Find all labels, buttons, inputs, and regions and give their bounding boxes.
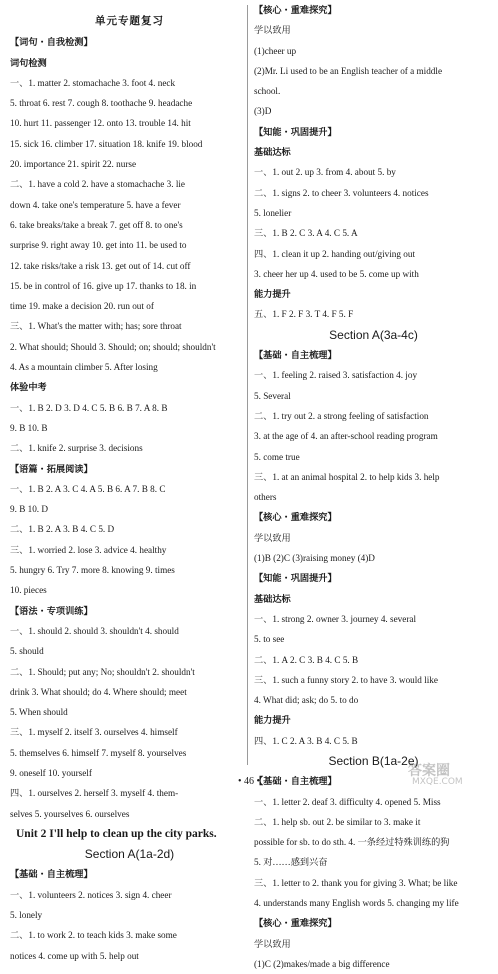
left-line: 20. importance 21. spirit 22. nurse <box>10 159 137 170</box>
left-line: 【词句・自我检测】 <box>10 37 93 48</box>
right-line: 【核心・重难探究】 <box>254 918 337 929</box>
right-line: others <box>254 492 277 503</box>
watermark-sub: MXQE.COM <box>412 777 463 787</box>
watermark-logo <box>408 758 492 792</box>
left-line: 10. hurt 11. passenger 12. onto 13. trouble 14. hit <box>10 118 191 129</box>
left-column <box>10 12 249 966</box>
left-line: 9. B 10. D <box>10 504 49 515</box>
left-line: 一、1. B 2. D 3. D 4. C 5. B 6. B 7. A 8. B <box>10 402 168 413</box>
right-line: 5. to see <box>254 634 285 645</box>
left-line: 5. themselves 6. himself 7. myself 8. yourselves <box>10 747 187 758</box>
left-line: 9. oneself 10. yourself <box>10 767 92 778</box>
right-line: 四、1. C 2. A 3. B 4. C 5. B <box>254 735 358 746</box>
left-line: 5. throat 6. rest 7. cough 8. toothache 9. headache <box>10 98 193 109</box>
right-line: 学以致用 <box>254 532 291 543</box>
left-line: 词句检测 <box>10 57 47 68</box>
right-line: 基础达标 <box>254 147 291 158</box>
left-line: 二、1. have a cold 2. have a stomachache 3. lie <box>10 179 186 190</box>
right-line: 三、1. B 2. C 3. A 4. C 5. A <box>254 228 358 239</box>
left-line: 5. should <box>10 646 44 657</box>
right-line: 一、1. letter 2. deaf 3. difficulty 4. opened 5. Miss <box>254 796 441 807</box>
left-line: 体验中考 <box>10 382 47 393</box>
left-line: 二、1. knife 2. surprise 3. decisions <box>10 443 143 454</box>
right-line: (3)D <box>254 106 272 117</box>
left-line: time 19. make a decision 20. run out of <box>10 301 154 312</box>
right-line: 三、1. letter to 2. thank you for giving 3. What; be like <box>254 877 458 888</box>
left-line: 三、1. What's the matter with; has; sore throat <box>10 321 182 332</box>
right-line: 【基础・自主梳理】 <box>254 350 337 361</box>
right-line: 4. What did; ask; do 5. to do <box>254 695 359 706</box>
right-line: 能力提升 <box>254 715 291 726</box>
left-line: 三、1. worried 2. lose 3. advice 4. healthy <box>10 544 167 555</box>
left-line: 6. take breaks/take a break 7. get off 8. to one's <box>10 219 183 230</box>
left-line: Section A(1a-2d) <box>84 847 175 862</box>
right-line: 5. come true <box>254 451 300 462</box>
right-line: 二、1. signs 2. to cheer 3. volunteers 4. notices <box>254 187 429 198</box>
left-line: 二、1. to work 2. to teach kids 3. make some <box>10 930 177 941</box>
right-line: (2)Mr. Li used to be an English teacher of a middle <box>254 65 443 76</box>
right-line: 五、1. F 2. F 3. T 4. F 5. F <box>254 309 354 320</box>
right-line: 三、1. at an animal hospital 2. to help kids 3. help <box>254 471 440 482</box>
left-line: 四、1. ourselves 2. herself 3. myself 4. them- <box>10 788 179 799</box>
right-line: 一、1. feeling 2. raised 3. satisfaction 4. joy <box>254 370 418 381</box>
right-line: 【基础・自主梳理】 <box>254 776 337 787</box>
right-line: 5. 对……感到兴奋 <box>254 857 328 868</box>
left-line: Unit 2 I'll help to clean up the city parks. <box>16 827 217 840</box>
right-line: 【核心・重难探究】 <box>254 5 337 15</box>
right-line: 二、1. A 2. C 3. B 4. C 5. B <box>254 654 359 665</box>
page-number: • 46 • <box>237 776 260 787</box>
right-line: Section A(3a-4c) <box>329 327 418 342</box>
right-line: 学以致用 <box>254 938 291 949</box>
left-line: selves 5. yourselves 6. ourselves <box>10 808 130 819</box>
left-line: 4. As a mountain climber 5. After losing <box>10 362 158 373</box>
right-line: 3. at the age of 4. an after-school reading program <box>254 431 438 442</box>
right-line: 3. cheer her up 4. used to be 5. come up with <box>254 268 419 279</box>
right-line: 基础达标 <box>254 593 291 604</box>
left-line: 5. lonely <box>10 910 43 921</box>
right-line: 【核心・重难探究】 <box>254 512 337 523</box>
left-line: 15. be in control of 16. give up 17. thanks to 18. in <box>10 280 197 291</box>
right-column <box>254 0 493 974</box>
left-line: 单元专题复习 <box>95 16 164 27</box>
left-line: 一、1. volunteers 2. notices 3. sign 4. cheer <box>10 889 172 900</box>
left-line: 12. take risks/take a risk 13. get out of 14. cut off <box>10 260 191 271</box>
left-line: drink 3. What should; do 4. Where should; meet <box>10 686 187 697</box>
right-line: possible for sb. to do sth. 4. 一条经过特殊训练的狗 <box>254 837 450 848</box>
right-line: 二、1. help sb. out 2. be similar to 3. make it <box>254 816 421 827</box>
left-line: 5. When should <box>10 707 68 718</box>
right-line: 一、1. out 2. up 3. from 4. about 5. by <box>254 167 396 178</box>
left-line: 三、1. myself 2. itself 3. ourselves 4. himself <box>10 727 178 738</box>
right-line: 四、1. clean it up 2. handing out/giving out <box>254 248 416 259</box>
right-line: 5. lonelier <box>254 207 292 218</box>
right-line: 【知能・巩固提升】 <box>254 573 337 584</box>
left-line: 一、1. matter 2. stomachache 3. foot 4. neck <box>10 77 176 88</box>
right-line: 5. Several <box>254 390 291 401</box>
left-line: 二、1. B 2. A 3. B 4. C 5. D <box>10 524 115 535</box>
left-line: 一、1. B 2. A 3. C 4. A 5. B 6. A 7. B 8. C <box>10 483 166 494</box>
watermark-main: 答案圈 <box>408 763 450 779</box>
left-line: notices 4. come up with 5. help out <box>10 950 139 961</box>
right-line: 三、1. such a funny story 2. to have 3. would like <box>254 674 438 685</box>
left-line: 【语篇・拓展阅读】 <box>10 463 93 474</box>
left-line: 【基础・自主梳理】 <box>10 869 93 880</box>
left-line: 【语法・专项训练】 <box>10 605 93 616</box>
right-line: (1)C (2)makes/made a big difference <box>254 958 390 969</box>
left-line: 9. B 10. B <box>10 422 48 433</box>
right-line: 二、1. try out 2. a strong feeling of satisfaction <box>254 410 429 421</box>
left-line: 二、1. Should; put any; No; shouldn't 2. shouldn't <box>10 666 195 677</box>
right-line: Section B(1a-2e) <box>328 753 419 768</box>
right-line: school. <box>254 86 281 97</box>
right-line: 学以致用 <box>254 25 291 36</box>
right-line: 4. understands many English words 5. changing my life <box>254 898 459 909</box>
left-line: 2. What should; Should 3. Should; on; should; shouldn't <box>10 341 216 352</box>
left-line: 10. pieces <box>10 585 47 596</box>
left-line: 15. sick 16. climber 17. situation 18. knife 19. blood <box>10 138 203 149</box>
right-line: (1)B (2)C (3)raising money (4)D <box>254 553 375 564</box>
column-divider <box>247 5 248 765</box>
left-line: down 4. take one's temperature 5. have a fever <box>10 199 181 210</box>
right-line: 能力提升 <box>254 289 291 300</box>
left-line: surprise 9. right away 10. get into 11. be used to <box>10 240 187 251</box>
right-line: 【知能・巩固提升】 <box>254 126 337 137</box>
left-line: 一、1. should 2. should 3. shouldn't 4. should <box>10 625 179 636</box>
right-line: (1)cheer up <box>254 45 297 56</box>
right-line: 一、1. strong 2. owner 3. journey 4. several <box>254 613 417 624</box>
left-line: 5. hungry 6. Try 7. more 8. knowing 9. times <box>10 565 175 576</box>
